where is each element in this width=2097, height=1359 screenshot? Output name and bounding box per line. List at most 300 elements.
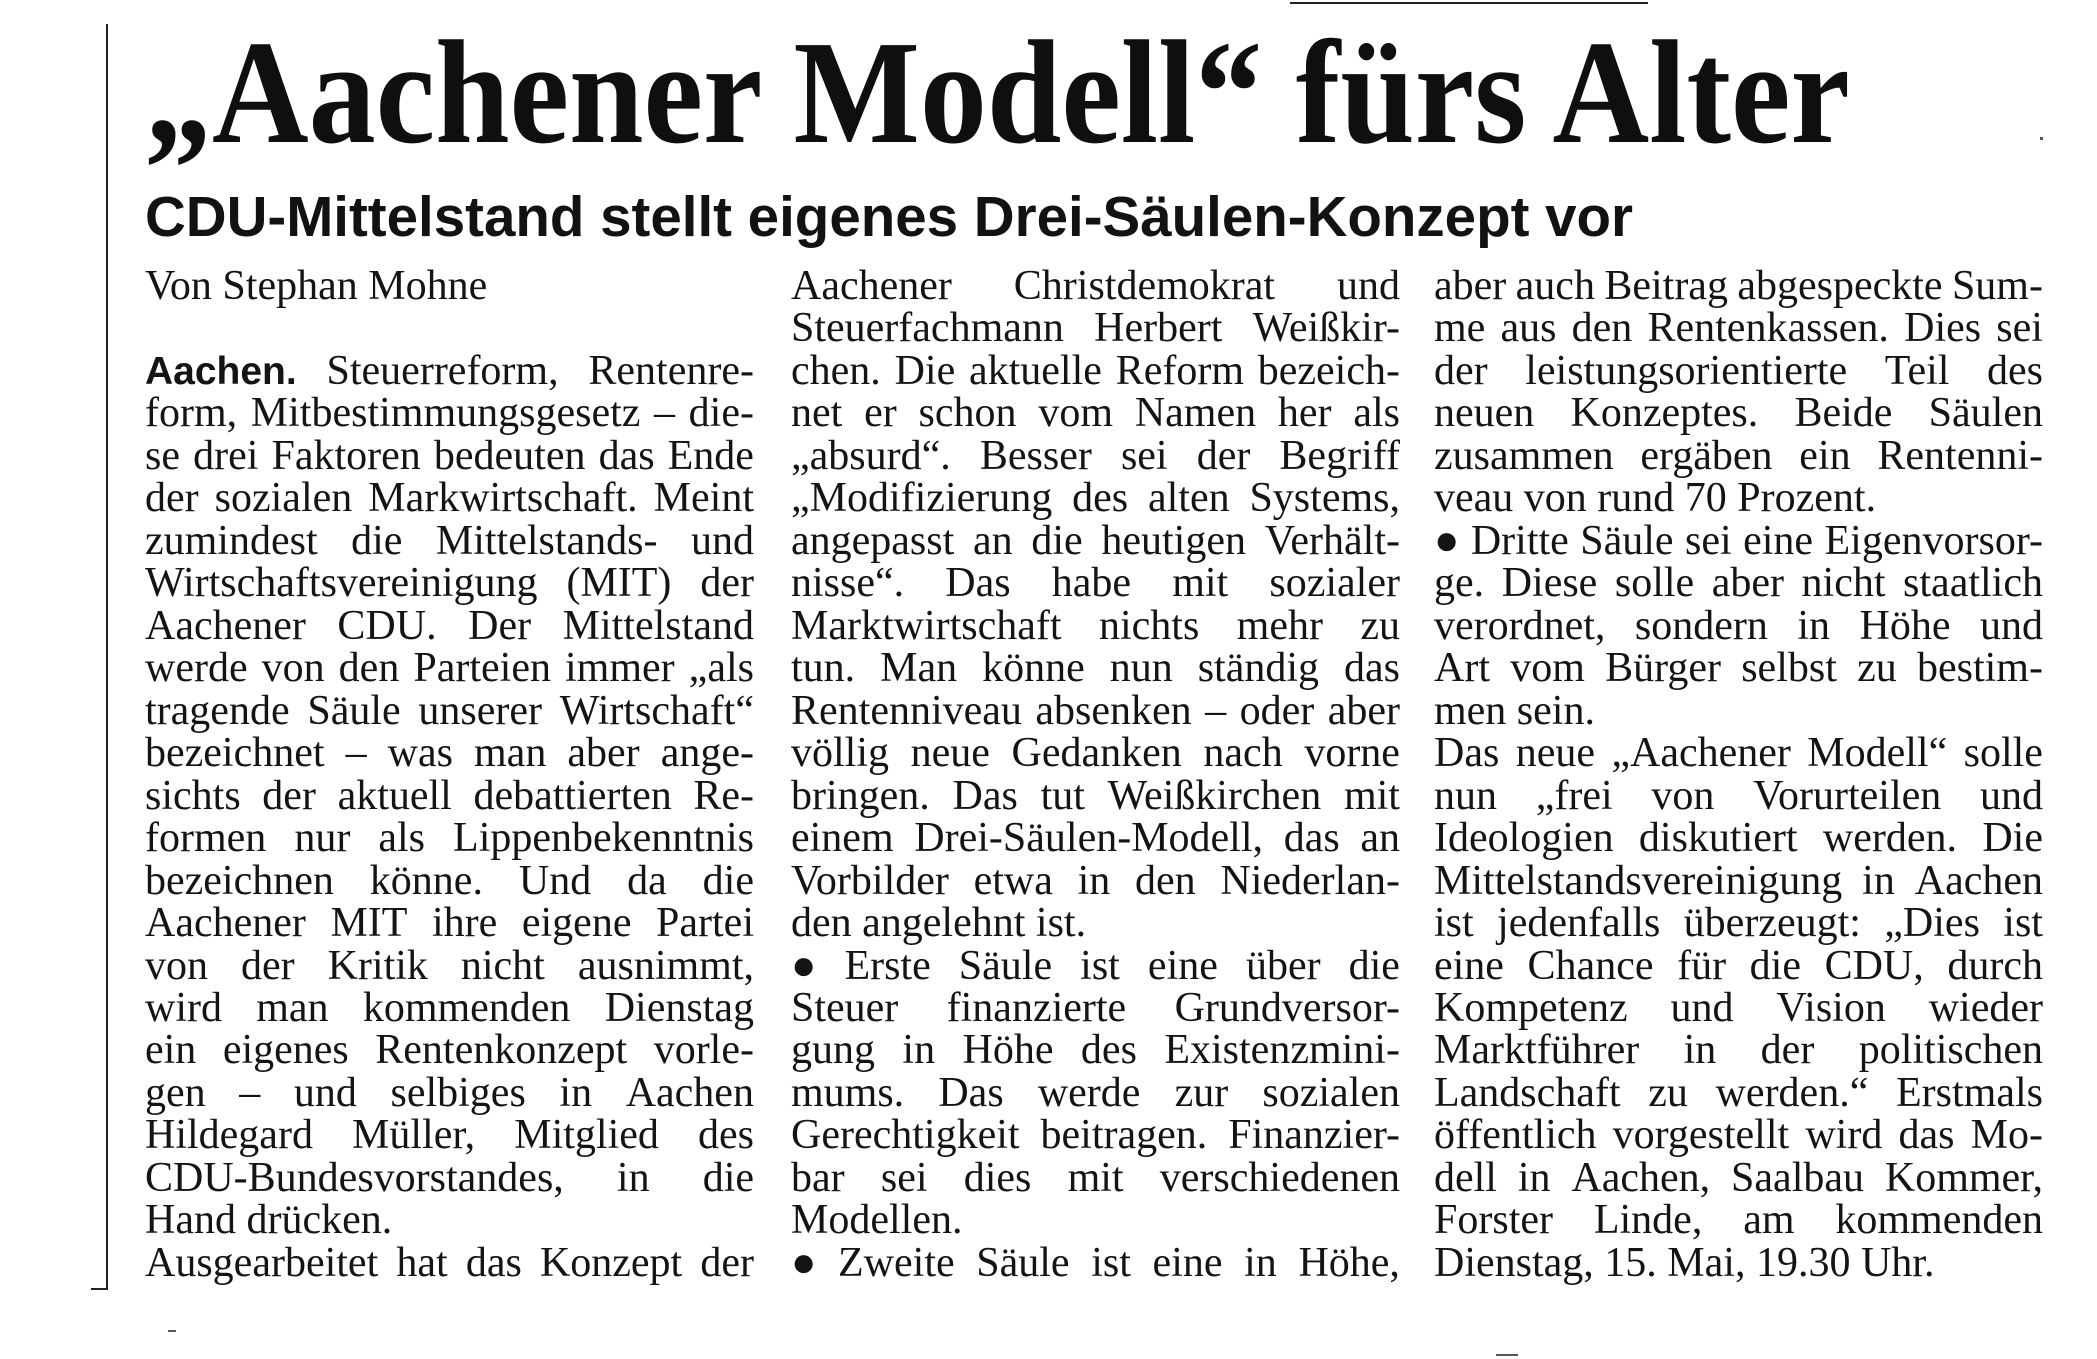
word: tragende (145, 687, 290, 734)
word: das (1898, 1112, 1955, 1159)
word: Höhe (1859, 602, 1951, 649)
word: die (702, 1154, 754, 1201)
word: solle (1963, 730, 2043, 777)
word: Mittelstandsvereinigung (1434, 857, 1843, 904)
column-2-line: Modellen. (791, 1197, 963, 1244)
word: Erste (844, 942, 931, 989)
word: an (1360, 815, 1400, 862)
word: das (598, 432, 655, 479)
column-1-line (145, 857, 754, 904)
word: Mittelstand (562, 602, 754, 649)
word: Begriff (1279, 432, 1400, 479)
word: ist (1091, 1239, 1131, 1286)
word: Rentenni- (1877, 432, 2043, 479)
word: „als (688, 645, 754, 692)
word: Mitbestimmungsgesetz (250, 390, 641, 437)
word: net (791, 390, 843, 437)
word: Existenzmini- (1164, 1027, 1400, 1074)
word: „Dies (1884, 900, 1980, 947)
column-1-line (145, 730, 754, 777)
word: neue (910, 730, 990, 777)
column-3-line: men sein. (1434, 687, 1595, 734)
word: her (1277, 390, 1332, 437)
word: heutigen (1101, 517, 1246, 564)
word: und (1337, 263, 1400, 309)
word: die (702, 857, 754, 904)
word: neuen (1434, 390, 1535, 437)
word: könne (982, 645, 1085, 692)
word: hat (396, 1239, 448, 1286)
column-3-line (1434, 900, 2043, 947)
word: ist (2003, 900, 2043, 947)
word: Müller, (352, 1112, 476, 1159)
word: völlig (791, 730, 890, 777)
word: als (378, 815, 426, 862)
word: vorgestellt (1612, 1112, 1790, 1159)
word: tut (1040, 772, 1085, 819)
word: nach (1203, 730, 1283, 777)
word: öffentlich (1434, 1112, 1597, 1159)
word: sichts (145, 772, 241, 819)
word: schon (918, 390, 1017, 437)
word: Konzept (539, 1239, 683, 1286)
column-1-line (145, 1154, 754, 1201)
word: kommenden (362, 984, 571, 1031)
word: chen. (791, 347, 881, 394)
column-1-line (145, 645, 754, 692)
column-3-line (1434, 1197, 2043, 1244)
word: Hildegard (145, 1112, 313, 1159)
word: Der (468, 602, 532, 649)
word: in (616, 1154, 650, 1201)
word: vom (1510, 645, 1585, 692)
word: Marktführer (1434, 1027, 1640, 1074)
word: Rentenre- (588, 347, 754, 394)
column-1-line (145, 1112, 754, 1159)
word: zu (1857, 645, 1897, 692)
word: Grundversor- (1174, 984, 1400, 1031)
column-2-line (791, 1112, 1400, 1159)
word: Wirtschaftsvereinigung (145, 560, 538, 607)
column-2-line (791, 432, 1400, 479)
word: Re- (693, 772, 754, 819)
column-1-line (145, 390, 754, 437)
word: er (864, 390, 897, 437)
word: – (654, 390, 676, 437)
column-1-line (145, 432, 754, 479)
word: gung (791, 1027, 875, 1074)
word: nisse“. (791, 560, 905, 607)
word: in (1244, 1239, 1277, 1286)
word: se (145, 432, 180, 479)
word: Teil (1884, 347, 1950, 394)
column-1-line (145, 1069, 754, 1116)
word: Säule (307, 687, 401, 734)
word: sozialer (1269, 560, 1400, 607)
word: debattierten (473, 772, 672, 819)
word: den (338, 645, 400, 692)
word: nun (1434, 772, 1497, 819)
column-1-line (145, 772, 754, 819)
word: aktuell (337, 772, 452, 819)
word: Erstmals (1896, 1069, 2043, 1116)
word: Aachener (145, 900, 306, 947)
word: Das (1434, 730, 1500, 777)
column-1-line: Hand drücken. (145, 1197, 393, 1244)
word: Säule (958, 942, 1053, 989)
word: – (345, 730, 367, 777)
scan-speck (168, 1330, 176, 1332)
word: aktuelle (968, 347, 1102, 394)
column-3-line (1434, 772, 2043, 819)
word: ● (791, 1239, 817, 1286)
word: Marktwirtschaft (791, 602, 1062, 649)
word: von (1651, 772, 1715, 819)
word: eine (1147, 942, 1218, 989)
word: Weißkir- (1252, 305, 1400, 352)
word: ein (1799, 432, 1851, 479)
word: von (261, 645, 325, 692)
column-2-line (791, 687, 1400, 734)
word: Mitglied (514, 1112, 659, 1159)
word: zu (1648, 1069, 1688, 1116)
word: Sum- (1951, 263, 2043, 309)
word: Eigenvorsor- (1824, 517, 2043, 564)
word: den (1135, 857, 1196, 904)
column-3-line (1434, 645, 2043, 692)
word: nur (294, 815, 351, 862)
word: aber (567, 730, 640, 777)
word: Besser (979, 432, 1092, 479)
column-2-line (791, 645, 1400, 692)
word: Aachen (1914, 857, 2043, 904)
word: Beide (1794, 390, 1893, 437)
dateline: Aachen. (145, 349, 297, 393)
word: ausnimmt, (577, 942, 754, 989)
word: zumindest (145, 517, 318, 564)
column-1-line (145, 900, 754, 947)
word: ist (1080, 942, 1120, 989)
word: eine (1434, 942, 1504, 989)
word: einem (791, 815, 894, 862)
word: da (627, 857, 667, 904)
word: selbst (1741, 645, 1837, 692)
word: bezeichnen (145, 857, 334, 904)
word: zur (1174, 1069, 1229, 1116)
word: Namen (1134, 390, 1257, 437)
word: und (1979, 602, 2043, 649)
word: Saalbau (1731, 1154, 1864, 1201)
word: Gedanken (1011, 730, 1182, 777)
word: werden. (1822, 815, 1957, 862)
word: Man (880, 645, 958, 692)
column-2-line (791, 984, 1400, 1031)
word: CDU-Bundesvorstandes, (145, 1154, 564, 1201)
word: dell (1434, 1154, 1497, 1201)
column-3-line (1434, 815, 2043, 862)
word: der (145, 475, 199, 522)
word: die (1348, 942, 1400, 989)
word: und (1980, 772, 2043, 819)
word: politischen (1858, 1027, 2043, 1074)
word: könne. (369, 857, 483, 904)
word: nichts (1098, 602, 1200, 649)
word: aber (1327, 687, 1400, 734)
word: Wirtschaft“ (559, 687, 754, 734)
word: dies (963, 1154, 1032, 1201)
word: das (1344, 645, 1400, 692)
word: nun (1109, 645, 1173, 692)
word: und (293, 1069, 357, 1116)
word: das (465, 1239, 522, 1286)
word: verschiedenen (1159, 1154, 1400, 1201)
column-1-line (145, 815, 754, 862)
column-3-line (1434, 305, 2043, 352)
article-column-3 (1434, 265, 2043, 1284)
column-3-line (1434, 265, 2043, 307)
column-3-line (1434, 942, 2043, 989)
word: ist (1434, 900, 1474, 947)
column-2-line (791, 475, 1400, 522)
column-1-line (145, 1239, 754, 1286)
word: des (1080, 1027, 1137, 1074)
word: der (262, 772, 316, 819)
word: Niederlan- (1220, 857, 1400, 904)
word: formen (145, 815, 267, 862)
column-3-line (1434, 1154, 2043, 1201)
word: Die (1982, 815, 2043, 862)
column-2-line (791, 857, 1400, 904)
word: MIT (330, 900, 408, 947)
word: was (387, 730, 453, 777)
word: der (700, 560, 754, 607)
word: jedenfalls (1497, 900, 1661, 947)
word: beitragen. (1040, 1112, 1208, 1159)
word: Landschaft (1434, 1069, 1621, 1116)
word: bezeichnet (145, 730, 325, 777)
word: gen (145, 1069, 206, 1116)
word: bestim- (1916, 645, 2043, 692)
word: Herbert (1094, 305, 1223, 352)
column-2-line (791, 305, 1400, 352)
word: Aachen (625, 1069, 754, 1116)
article-column-2 (791, 265, 1400, 1284)
word: ange- (660, 730, 754, 777)
word: sei (1996, 305, 2043, 352)
word: vom (1038, 390, 1114, 437)
word: Säule (976, 1239, 1070, 1286)
word: „frei (1535, 772, 1613, 819)
bullet-line (791, 1239, 1400, 1286)
word: Dienstag (604, 984, 754, 1031)
word: wieder (1928, 984, 2043, 1031)
word: Finanzier- (1228, 1112, 1400, 1159)
word: ständig (1197, 645, 1320, 692)
word: vorne (1304, 730, 1400, 777)
word: Systems, (1249, 475, 1400, 522)
byline: Von Stephan Mohne (145, 263, 488, 309)
word: Die (894, 347, 956, 394)
word: Modell“ (1807, 730, 1948, 777)
word: Diese (1501, 560, 1598, 607)
word: des (1072, 475, 1129, 522)
word: Steuer (791, 984, 899, 1031)
top-cut-rule (1290, 2, 1648, 4)
word: sei (1120, 432, 1168, 479)
word: aus (1500, 305, 1557, 352)
column-3-line (1434, 1112, 2043, 1159)
word: bezeich- (1257, 347, 1400, 394)
word: Chance (1527, 942, 1654, 989)
column-1-line (145, 687, 754, 734)
word: der (1196, 432, 1251, 479)
word: in (559, 1069, 593, 1116)
word: ge. (1434, 560, 1485, 607)
word: Parteien (413, 645, 551, 692)
word: eigene (521, 900, 632, 947)
word: Art (1434, 645, 1490, 692)
word: Vorbilder (791, 857, 949, 904)
column-3-line (1434, 1069, 2043, 1116)
word: immer (565, 645, 675, 692)
column-1-line (145, 984, 754, 1031)
word: sozialen (214, 475, 353, 522)
word: Rentenniveau (791, 687, 1022, 734)
word: mit (1172, 560, 1229, 607)
bullet-line (1434, 517, 2043, 564)
column-1-line (145, 942, 754, 989)
word: Beitrag (1604, 263, 1728, 309)
column-3-line (1434, 390, 2043, 437)
word: Das (945, 560, 1011, 607)
word: Meint (653, 475, 754, 522)
word: verordnet, (1434, 602, 1606, 649)
word: der (1434, 347, 1488, 394)
word: Kritik (327, 942, 428, 989)
left-column-rule (106, 24, 108, 1290)
word: werden.“ (1715, 1069, 1869, 1116)
word: selbiges (390, 1069, 526, 1116)
column-3-line (1434, 1027, 2043, 1074)
word: Höhe (962, 1027, 1054, 1074)
word: Dritte (1470, 517, 1569, 564)
column-1-line (145, 560, 754, 607)
column-3-line: Dienstag, 15. Mai, 19.30 Uhr. (1434, 1239, 1935, 1286)
word: am (1743, 1197, 1795, 1244)
word: Vorurteilen (1753, 772, 1942, 819)
word: alten (1147, 475, 1230, 522)
word: und (690, 517, 754, 564)
word: etwa (973, 857, 1053, 904)
word: Faktoren (271, 432, 421, 479)
word: diskutiert (1638, 815, 1798, 862)
word: Ausgearbeitet (145, 1239, 379, 1286)
column-2-line (791, 347, 1400, 394)
word: für (1677, 942, 1727, 989)
word: der (240, 942, 295, 989)
word: Säulen (1928, 390, 2043, 437)
word: aber (1711, 560, 1784, 607)
column-1-line (145, 602, 754, 649)
word: tun. (791, 645, 856, 692)
word: als (1353, 390, 1400, 437)
word: Konzeptes. (1570, 390, 1759, 437)
word: zusammen (1434, 432, 1614, 479)
word: ● (1434, 517, 1460, 564)
word: wird (145, 984, 222, 1031)
word: angepasst (791, 517, 955, 564)
word: eigenes (222, 1027, 349, 1074)
lead-line (145, 347, 754, 394)
word: Mo- (1970, 1112, 2043, 1159)
column-2-line (791, 815, 1400, 862)
word: die (351, 517, 403, 564)
word: Kommer, (1884, 1154, 2043, 1201)
word: bedeuten (433, 432, 586, 479)
word: Rentenkassen. (1647, 305, 1889, 352)
word: (MIT) (566, 560, 672, 607)
word: der (1760, 1027, 1815, 1074)
word: Lippenbekenntnis (453, 815, 754, 862)
word: CDU. (337, 602, 437, 649)
word: Weißkirchen (1107, 772, 1322, 819)
column-3-line (1434, 857, 2043, 904)
column-3-line (1434, 730, 2043, 777)
word: Mittelstands- (435, 517, 658, 564)
word: Zweite (838, 1239, 955, 1286)
word: Vision (1776, 984, 1886, 1031)
word: von (145, 942, 208, 989)
column-2-line (791, 517, 1400, 564)
word: leistungsorientierte (1525, 347, 1848, 394)
word: habe (1051, 560, 1132, 607)
word: man (256, 984, 329, 1031)
word: Partei (656, 900, 754, 947)
word: Säule (1580, 517, 1674, 564)
word: in (1517, 1154, 1551, 1201)
word: ● (791, 942, 817, 989)
word: werde (1037, 1069, 1141, 1116)
column-1-line (145, 475, 754, 522)
word: bar (791, 1154, 845, 1201)
word: in (1683, 1027, 1717, 1074)
word: man (474, 730, 547, 777)
word: Drei-Säulen-Modell, (914, 815, 1264, 862)
column-2-line (791, 1154, 1400, 1201)
word: Verhält- (1264, 517, 1400, 564)
word: Ende (667, 432, 754, 479)
column-1-line (145, 1027, 754, 1074)
column-2-line (791, 265, 1400, 307)
word: Dies (1904, 305, 1982, 352)
word: die (1031, 517, 1083, 564)
word: staatlich (1903, 560, 2043, 607)
word: me (1434, 305, 1486, 352)
word: drei (193, 432, 259, 479)
article-column-1 (145, 265, 754, 1284)
word: Das (952, 772, 1018, 819)
word: mit (1343, 772, 1400, 819)
word: Linde, (1593, 1197, 1703, 1244)
word: „absurd“. (791, 432, 951, 479)
word: in (1862, 857, 1895, 904)
column-3-line (1434, 347, 2043, 394)
word: Das (938, 1069, 1004, 1116)
word: mehr (1236, 602, 1323, 649)
column-1-line (145, 517, 754, 564)
word: sondern (1634, 602, 1768, 649)
word: in (902, 1027, 936, 1074)
